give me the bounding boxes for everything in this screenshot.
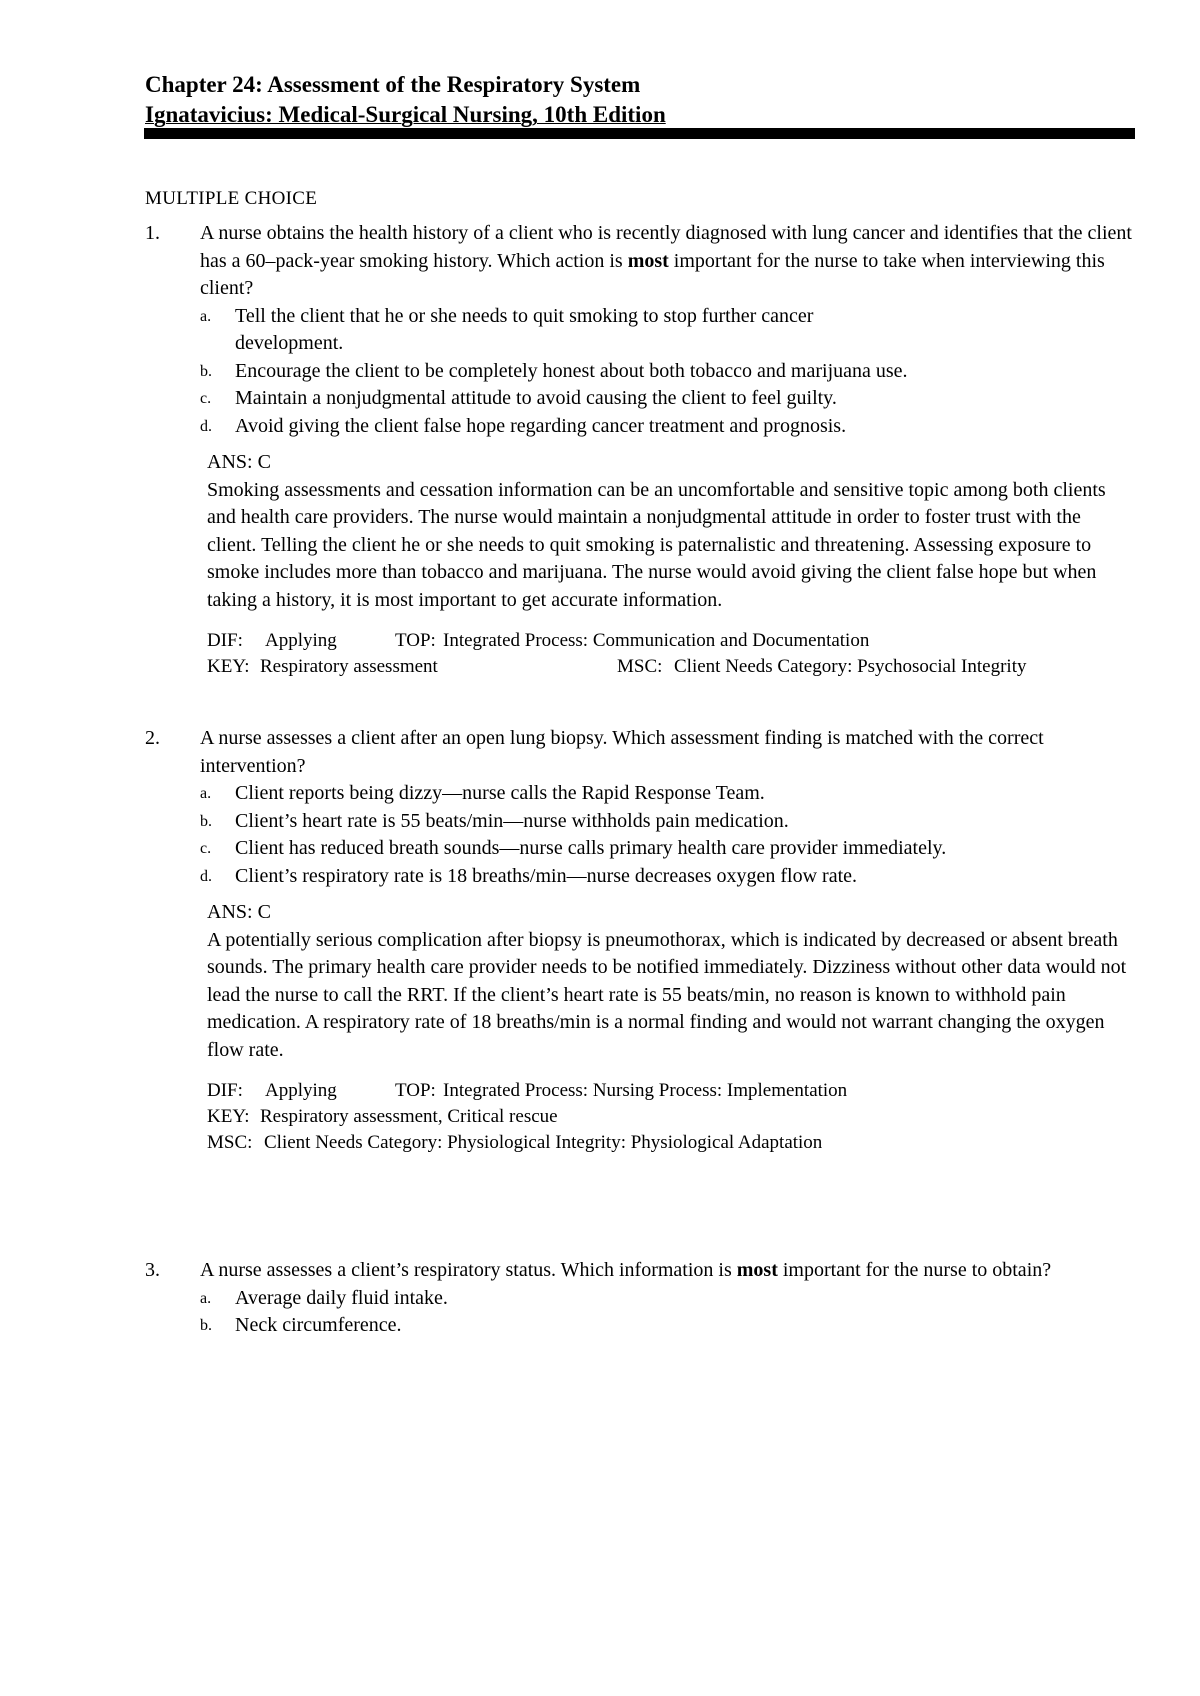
answer-block — [207, 899, 1135, 1064]
option-text: Avoid giving the client false hope regarding cancer treatment and prognosis. — [235, 414, 847, 437]
option-letter: a. — [200, 307, 212, 325]
question-stem: A nurse assesses a client after an open lung biopsy. Which assessment finding is matched with the correct intervention? — [200, 727, 1044, 777]
top-label: TOP: — [395, 630, 436, 651]
question-metadata — [207, 1078, 1135, 1156]
option-letter: d. — [200, 417, 212, 435]
option-letter: b. — [200, 362, 212, 380]
option-text: Maintain a nonjudgmental attitude to avoid causing the client to feel guilty. — [235, 387, 837, 409]
top-value: Integrated Process: Communication and Documentation — [443, 630, 870, 651]
question-number: 1. — [145, 222, 160, 244]
msc-value: Client Needs Category: Physiological Integrity: Physiological Adaptation — [264, 1132, 823, 1153]
option-letter: d. — [200, 867, 212, 885]
option-letter: a. — [200, 785, 212, 802]
question-number: 2. — [145, 727, 160, 749]
rationale: A potentially serious complication after biopsy is pneumothorax, which is indicated by decreased or absent breath sounds. The primary health care provider needs to be notified immediately. Dizziness without other data would not lead the nurse to call the RRT. If the client’s heart rate is 55 beats/min, no reason is known to withhold pain medication. A respiratory rate of 18 breaths/min is a normal finding and would not warrant changing the oxygen flow rate. — [207, 928, 1127, 1061]
dif-value: Applying — [265, 630, 337, 651]
key-value: Respiratory assessment — [260, 656, 438, 677]
question-1 — [145, 220, 1135, 680]
option-letter: a. — [200, 1289, 212, 1307]
option-d — [200, 863, 1135, 891]
option-d — [200, 413, 1135, 441]
msc-value: Client Needs Category: Psychosocial Integrity — [674, 656, 1027, 677]
key-label: KEY: — [207, 656, 250, 677]
rationale: Smoking assessments and cessation information can be an uncomfortable and sensitive topic among both clients and health care providers. The nurse would maintain a nonjudgmental attitude in order to foster trust with the client. Telling the client he or she needs to quit smoking is paternalistic and threatening. Assessing exposure to smoke includes more than tobacco and marijuana. The nurse would avoid giving the client false hope but when taking a history, it is most important to get accurate information. — [207, 478, 1106, 611]
chapter-title: Chapter 24: Assessment of the Respiratory System — [145, 72, 641, 97]
option-c — [200, 385, 1135, 413]
answer-key: ANS: C — [207, 901, 271, 923]
section-title: MULTIPLE CHOICE — [145, 188, 318, 209]
option-b — [200, 1312, 1135, 1340]
question-number: 3. — [145, 1259, 160, 1281]
option-text: Neck circumference. — [235, 1314, 402, 1336]
question-stem: A nurse assesses a client’s respiratory status. Which information is most important for the nurse to obtain? — [200, 1259, 1052, 1281]
option-a — [200, 780, 1135, 808]
dif-label: DIF: — [207, 1080, 243, 1101]
top-value: Integrated Process: Nursing Process: Implementation — [443, 1080, 848, 1101]
document-page — [145, 70, 1135, 1336]
msc-label: MSC: — [617, 656, 663, 677]
question-3 — [145, 1257, 1135, 1340]
header-rule — [144, 128, 1135, 139]
option-letter: c. — [200, 840, 212, 857]
book-subtitle: Ignatavicius: Medical-Surgical Nursing, 10th Edition — [145, 102, 666, 127]
option-text: Tell the client that he or she needs to quit smoking to stop further cancer development. — [235, 304, 814, 354]
option-text: Client has reduced breath sounds—nurse calls primary health care provider immediately. — [235, 837, 947, 859]
answer-block — [207, 449, 1135, 614]
question-metadata — [207, 628, 1135, 680]
question-stem: A nurse obtains the health history of a client who is recently diagnosed with lung cancer and identifies that the client has a 60–pack-year smoking history. Which action is most important for the nurse to take when interviewing this client? — [200, 222, 1132, 299]
dif-value: Applying — [265, 1080, 337, 1101]
key-value: Respiratory assessment, Critical rescue — [260, 1106, 558, 1127]
option-letter: b. — [200, 1317, 212, 1334]
option-text: Client reports being dizzy—nurse calls the Rapid Response Team. — [235, 782, 765, 804]
msc-label: MSC: — [207, 1132, 253, 1153]
option-a — [200, 303, 885, 358]
key-label: KEY: — [207, 1106, 250, 1127]
option-letter: c. — [200, 390, 212, 407]
dif-label: DIF: — [207, 630, 243, 651]
option-c — [200, 835, 955, 863]
option-letter: b. — [200, 812, 212, 830]
option-text: Encourage the client to be completely honest about both tobacco and marijuana use. — [235, 359, 908, 382]
option-text: Client’s heart rate is 55 beats/min—nurse withholds pain medication. — [235, 809, 789, 832]
top-label: TOP: — [395, 1080, 436, 1101]
option-b — [200, 358, 955, 386]
option-a — [200, 1285, 1135, 1313]
option-b — [200, 808, 1135, 836]
answer-key: ANS: C — [207, 451, 271, 473]
option-text: Client’s respiratory rate is 18 breaths/min—nurse decreases oxygen flow rate. — [235, 864, 858, 887]
question-2 — [145, 725, 1135, 1156]
option-text: Average daily fluid intake. — [235, 1286, 448, 1309]
